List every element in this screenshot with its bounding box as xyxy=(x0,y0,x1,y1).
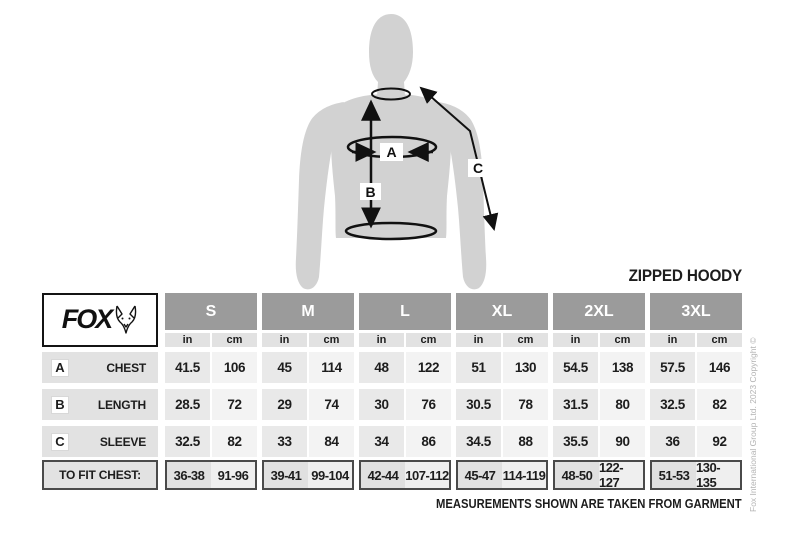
table-cell: 114-119 xyxy=(502,462,546,488)
table-cell: 41.5 xyxy=(165,352,210,383)
table-cell: 31.5 xyxy=(553,389,598,420)
table-cell: 29 xyxy=(262,389,307,420)
size-header-2xl: 2XL xyxy=(553,293,645,330)
table-cell: 138 xyxy=(600,352,645,383)
row-label: LENGTH xyxy=(97,397,146,412)
page-title: ZIPPED HOODY xyxy=(628,266,742,285)
size-header-s: S xyxy=(165,293,257,330)
unit-label-in: in xyxy=(650,333,695,347)
row-label: SLEEVE xyxy=(99,434,146,449)
table-cell: 107-112 xyxy=(405,462,449,488)
row-header-length xyxy=(42,389,158,420)
unit-label-cm: cm xyxy=(212,333,257,347)
row-header-sleeve xyxy=(42,426,158,457)
table-cell: 122 xyxy=(406,352,451,383)
table-cell: 51 xyxy=(456,352,501,383)
table-row-chest xyxy=(55,352,742,383)
table-cell: 88 xyxy=(503,426,548,457)
measure-letter-chip: C xyxy=(51,433,69,451)
copyright-text: Fox International Group Ltd. 2023 Copyright © xyxy=(748,337,758,512)
table-cell: 146 xyxy=(697,352,742,383)
measurement-note: MEASUREMENTS SHOWN ARE TAKEN FROM GARMENT xyxy=(436,497,742,511)
table-row-sleeve xyxy=(55,426,742,457)
table-cell: 99-104 xyxy=(308,462,352,488)
table-cell: 28.5 xyxy=(165,389,210,420)
table-cell: 122-127 xyxy=(599,462,643,488)
size-header-3xl: 3XL xyxy=(650,293,742,330)
diagram-label-b: B xyxy=(360,183,381,200)
size-chart-table xyxy=(42,291,742,490)
table-cell: 82 xyxy=(697,389,742,420)
head-shape xyxy=(369,14,413,96)
table-cell: 90 xyxy=(600,426,645,457)
fox-logo-text: FOX xyxy=(61,303,112,334)
unit-label-in: in xyxy=(456,333,501,347)
table-cell: 33 xyxy=(262,426,307,457)
table-cell: 80 xyxy=(600,389,645,420)
unit-label-cm: cm xyxy=(406,333,451,347)
diagram-label-c: C xyxy=(468,159,488,177)
table-cell: 36-38 xyxy=(167,462,211,488)
table-cell: 84 xyxy=(309,426,354,457)
unit-label-in: in xyxy=(165,333,210,347)
row-label: CHEST xyxy=(106,360,146,375)
table-cell: 48 xyxy=(359,352,404,383)
table-cell: 45-47 xyxy=(458,462,502,488)
table-cell: 32.5 xyxy=(165,426,210,457)
table-cell: 32.5 xyxy=(650,389,695,420)
row-header-chest xyxy=(42,352,158,383)
unit-label-in: in xyxy=(553,333,598,347)
table-cell: 48-50 xyxy=(555,462,599,488)
table-cell: 36 xyxy=(650,426,695,457)
table-cell: 30 xyxy=(359,389,404,420)
fit-row-label: TO FIT CHEST: xyxy=(42,460,158,490)
size-header-l: L xyxy=(359,293,451,330)
table-cell: 86 xyxy=(406,426,451,457)
table-row-to-fit-chest xyxy=(59,460,742,490)
table-cell: 57.5 xyxy=(650,352,695,383)
table-cell: 76 xyxy=(406,389,451,420)
table-cell: 74 xyxy=(309,389,354,420)
unit-label-cm: cm xyxy=(697,333,742,347)
unit-label-in: in xyxy=(262,333,307,347)
table-cell: 34 xyxy=(359,426,404,457)
size-header-xl: XL xyxy=(456,293,548,330)
table-cell: 39-41 xyxy=(264,462,308,488)
brand-logo-box xyxy=(42,293,158,347)
table-cell: 45 xyxy=(262,352,307,383)
unit-header-row xyxy=(165,333,742,347)
measure-letter-chip: B xyxy=(51,396,69,414)
unit-label-in: in xyxy=(359,333,404,347)
fox-head-icon xyxy=(114,305,138,335)
table-cell: 114 xyxy=(309,352,354,383)
table-cell: 91-96 xyxy=(211,462,255,488)
table-cell: 130-135 xyxy=(696,462,740,488)
table-cell: 51-53 xyxy=(652,462,696,488)
table-cell: 42-44 xyxy=(361,462,405,488)
size-header-m: M xyxy=(262,293,354,330)
unit-label-cm: cm xyxy=(503,333,548,347)
table-cell: 130 xyxy=(503,352,548,383)
table-cell: 30.5 xyxy=(456,389,501,420)
table-row-length xyxy=(55,389,742,420)
diagram-label-a: A xyxy=(380,143,403,161)
table-cell: 92 xyxy=(697,426,742,457)
table-cell: 82 xyxy=(212,426,257,457)
unit-label-cm: cm xyxy=(600,333,645,347)
table-cell: 78 xyxy=(503,389,548,420)
table-cell: 106 xyxy=(212,352,257,383)
table-cell: 34.5 xyxy=(456,426,501,457)
table-cell: 35.5 xyxy=(553,426,598,457)
torso-shape xyxy=(331,94,451,238)
measure-letter-chip: A xyxy=(51,359,69,377)
unit-label-cm: cm xyxy=(309,333,354,347)
size-header-row xyxy=(165,293,742,330)
table-cell: 54.5 xyxy=(553,352,598,383)
table-cell: 72 xyxy=(212,389,257,420)
